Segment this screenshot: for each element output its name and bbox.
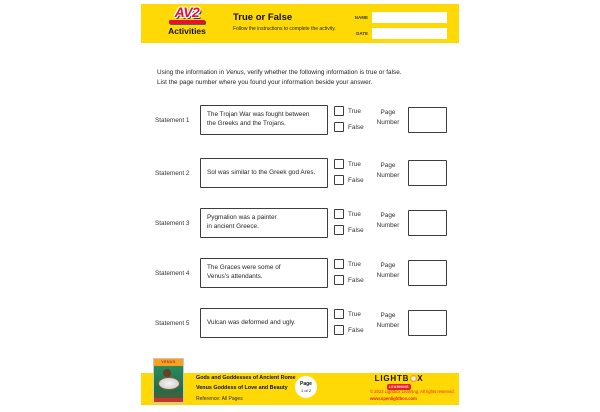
lightbox-logo-text: LIGHTB xyxy=(374,374,410,383)
av2-activities-label: Activities xyxy=(168,25,206,36)
statement-row-3 xyxy=(0,208,600,238)
header-title-block xyxy=(233,12,336,32)
page-indicator-label: Page xyxy=(300,381,312,387)
sun-icon xyxy=(410,375,417,382)
false-label: False xyxy=(348,277,364,284)
page-label-line: Number xyxy=(376,321,400,329)
statement-row-1 xyxy=(0,105,600,135)
false-checkbox[interactable] xyxy=(334,325,344,335)
name-input[interactable] xyxy=(372,12,447,23)
page-label-line: Page xyxy=(380,109,396,116)
page-label-line: Page xyxy=(380,262,396,269)
lightbox-logo xyxy=(375,374,424,383)
footer-book-info xyxy=(196,375,296,402)
date-input[interactable] xyxy=(372,28,447,39)
page-title: True or False xyxy=(233,12,293,23)
true-checkbox[interactable] xyxy=(334,159,344,169)
cover-mirror-shape xyxy=(158,377,180,390)
false-label: False xyxy=(348,177,364,184)
page-label-line: Page xyxy=(380,312,396,319)
cover-figure-head xyxy=(163,369,171,377)
website-link: www.openlightbox.com xyxy=(370,395,417,401)
page-number-label xyxy=(370,261,406,280)
statement-label: Statement 3 xyxy=(155,219,190,227)
statement-row-5 xyxy=(0,308,600,338)
book-title-italic: Venus xyxy=(225,69,244,76)
instructions-text xyxy=(157,68,467,88)
statement-text-line: Pygmalion was a painter xyxy=(207,214,277,222)
false-label: False xyxy=(348,327,364,334)
page-label-line: Number xyxy=(376,271,400,279)
learning-badge: LEARNING xyxy=(387,384,412,390)
false-checkbox[interactable] xyxy=(334,175,344,185)
false-label: False xyxy=(348,124,364,131)
footer-band xyxy=(141,360,459,405)
page-label-line: Page xyxy=(380,212,396,219)
page-number-label xyxy=(370,211,406,230)
true-checkbox[interactable] xyxy=(334,209,344,219)
book-cover-thumbnail xyxy=(153,358,184,403)
true-label: True xyxy=(348,108,361,115)
page-label-line: Number xyxy=(376,221,400,229)
statement-text-box xyxy=(200,158,328,188)
name-label: NAME xyxy=(354,15,368,20)
statement-text-line: in ancient Greece. xyxy=(207,223,259,230)
lightbox-logo-text: X xyxy=(417,374,424,383)
date-label: DATE xyxy=(356,31,368,36)
true-checkbox[interactable] xyxy=(334,309,344,319)
statement-text-box xyxy=(200,208,328,238)
page-subtitle: Follow the instructions to complete the activity. xyxy=(233,26,336,32)
page-number-label xyxy=(370,311,406,330)
page-number-input[interactable] xyxy=(408,210,447,236)
statement-text-line: the Greeks and the Trojans. xyxy=(207,120,286,127)
reference-note: Reference: All Pages xyxy=(196,395,243,402)
page-number-input[interactable] xyxy=(408,107,447,133)
statement-text-box xyxy=(200,308,328,338)
instructions-line-2: List the page number where you found your information beside your answer. xyxy=(157,78,373,86)
statement-text-box xyxy=(200,258,328,288)
publisher-logo-block xyxy=(369,374,429,390)
instructions-text-part: , verify whether the following information is true or false. xyxy=(243,69,402,76)
page-number-input[interactable] xyxy=(408,260,447,286)
copyright-text: © 2022 Lightbox Learning. All rights reserved. xyxy=(370,388,455,394)
false-checkbox[interactable] xyxy=(334,225,344,235)
statement-label: Statement 4 xyxy=(155,269,190,277)
statement-label: Statement 5 xyxy=(155,319,190,327)
page-number-input[interactable] xyxy=(408,160,447,186)
page-number-label xyxy=(370,108,406,127)
instructions-line-1 xyxy=(157,68,467,78)
true-label: True xyxy=(348,161,361,168)
statement-row-4 xyxy=(0,258,600,288)
true-label: True xyxy=(348,211,361,218)
header-band xyxy=(141,4,459,43)
page-number-label xyxy=(370,161,406,180)
av2-tagline-bar xyxy=(169,20,205,24)
page-label-line: Page xyxy=(380,162,396,169)
series-title: Gods and Goddesses of Ancient Rome xyxy=(196,375,296,381)
statement-text-line: The Trojan War was fought between xyxy=(207,111,310,119)
book-cover-art xyxy=(154,366,183,403)
statement-text-line: The Graces were some of xyxy=(207,264,281,272)
true-label: True xyxy=(348,261,361,268)
page-label-line: Number xyxy=(376,118,400,126)
page-label-line: Number xyxy=(376,171,400,179)
false-label: False xyxy=(348,227,364,234)
false-checkbox[interactable] xyxy=(334,275,344,285)
statement-label: Statement 1 xyxy=(155,116,190,124)
book-title: Venus Goddess of Love and Beauty xyxy=(196,385,288,391)
statement-text-line: Vulcan was deformed and ugly. xyxy=(207,318,296,326)
instructions-text-part: Using the information in xyxy=(157,69,226,76)
statement-label: Statement 2 xyxy=(155,169,190,177)
book-cover-title: VENUS xyxy=(154,359,183,366)
av2-logo xyxy=(161,5,213,36)
statement-text-line: Sol was similar to the Greek god Ares. xyxy=(207,168,316,176)
statement-text-line: Venus's attendants. xyxy=(207,273,263,280)
page-number-input[interactable] xyxy=(408,310,447,336)
av2-logo-text: AV2 xyxy=(174,4,200,20)
statement-row-2 xyxy=(0,158,600,188)
true-checkbox[interactable] xyxy=(334,106,344,116)
false-checkbox[interactable] xyxy=(334,122,344,132)
cover-bottom-strip xyxy=(154,398,183,403)
true-checkbox[interactable] xyxy=(334,259,344,269)
true-label: True xyxy=(348,311,361,318)
statement-text-box xyxy=(200,105,328,135)
page-indicator xyxy=(295,376,317,398)
page-indicator-value: 1 of 2 xyxy=(300,387,311,393)
